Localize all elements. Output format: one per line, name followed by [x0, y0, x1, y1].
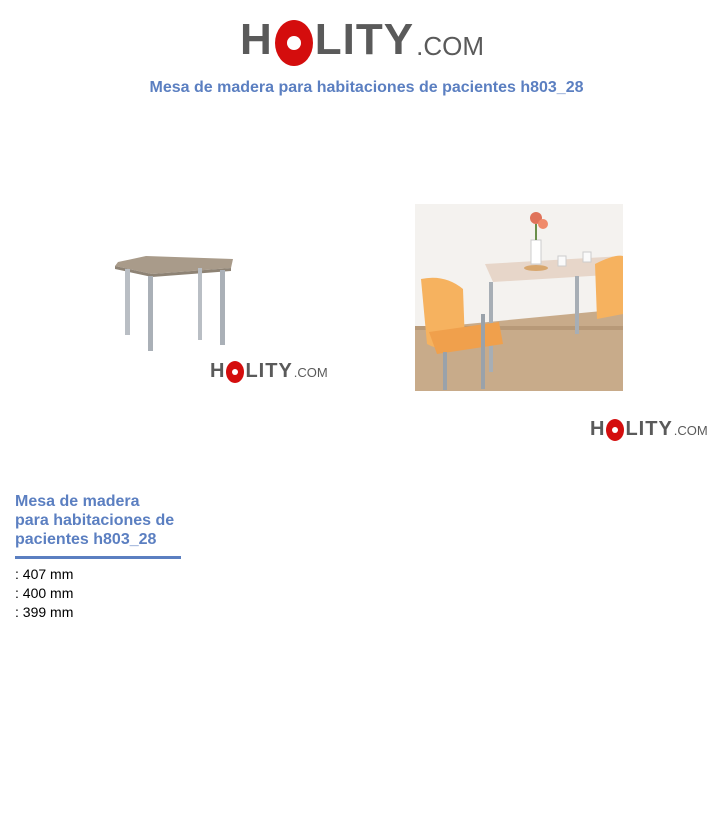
holity-logo-small — [590, 418, 708, 440]
table-image — [112, 248, 237, 358]
section-heading-line: pacientes h803_28 — [15, 531, 157, 548]
table-leg — [125, 269, 130, 335]
table-leg — [220, 270, 225, 345]
logo-text-h: H — [590, 418, 606, 440]
logo-text-com: .COM — [673, 423, 708, 438]
room-image — [415, 204, 623, 391]
holity-logo-small — [210, 360, 328, 382]
cup — [583, 252, 591, 262]
spec-row: : 407 mm — [15, 566, 74, 582]
logo-text-com: .COM — [416, 31, 484, 61]
table-leg — [198, 268, 202, 340]
section-heading-line: Mesa de madera — [15, 493, 140, 510]
holity-logo[interactable] — [240, 12, 484, 64]
logo-text-h: H — [240, 15, 273, 64]
logo-o-mark — [226, 361, 244, 383]
room-table-leg — [575, 276, 579, 334]
logo-text-lity: LITY — [245, 360, 293, 382]
logo-o-mark — [606, 419, 624, 441]
cup — [558, 256, 566, 266]
logo-text-h: H — [210, 360, 226, 382]
logo-o-mark — [275, 20, 313, 66]
chair-back — [595, 256, 623, 319]
plate — [524, 265, 548, 271]
section-heading — [15, 492, 181, 559]
table-leg — [148, 276, 153, 351]
logo-text-com: .COM — [293, 365, 328, 380]
specs-list — [15, 565, 73, 622]
vase — [531, 240, 541, 264]
spec-row: : 399 mm — [15, 604, 74, 620]
spec-row: : 400 mm — [15, 585, 74, 601]
page-title: Mesa de madera para habitaciones de pacientes h803_28 — [149, 79, 584, 96]
flower — [538, 219, 548, 229]
logo-text-lity: LITY — [314, 15, 415, 64]
section-heading-line: para habitaciones de — [15, 512, 175, 529]
logo-text-lity: LITY — [625, 418, 673, 440]
